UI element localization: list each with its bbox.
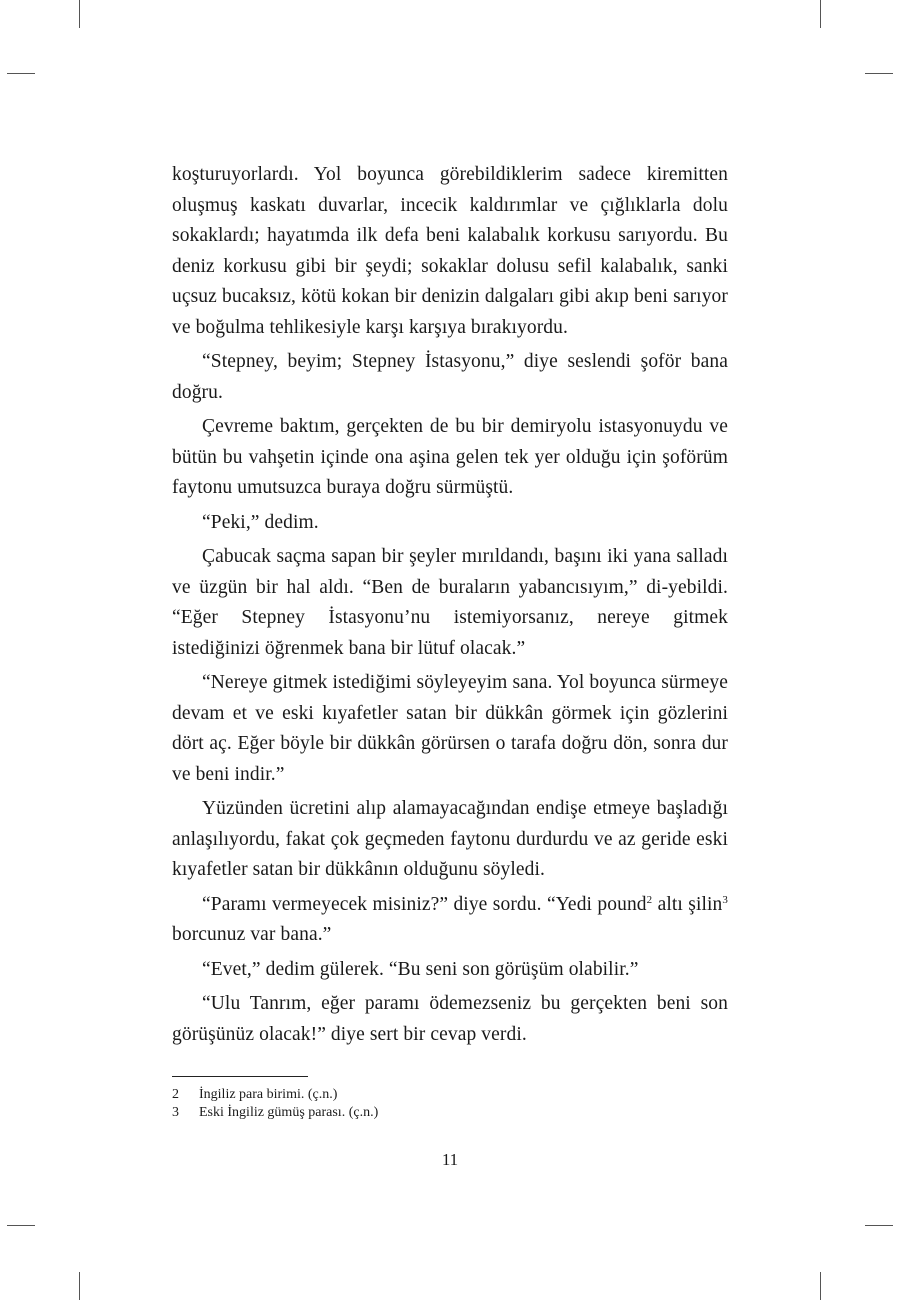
footnote-number: 3 bbox=[172, 1105, 179, 1120]
paragraph: Yüzünden ücretini alıp alamayacağından endişe etmeye başladığı anlaşılıyordu, fakat çok geçmeden faytonu durdurdu ve az geride eski kıyafetler satan bir dükkânın olduğunu söyledi. bbox=[172, 798, 728, 880]
footnotes bbox=[172, 1086, 378, 1122]
crop-mark-right-upper bbox=[865, 73, 893, 74]
footnote bbox=[172, 1104, 378, 1122]
footnote-text: İngiliz para birimi. (ç.n.) bbox=[199, 1087, 338, 1102]
footnote-text: Eski İngiliz gümüş parası. (ç.n.) bbox=[199, 1105, 379, 1120]
paragraph: Çabucak saçma sapan bir şeyler mırıldandı, başını iki yana salladı ve üzgün bir hal aldı. “Ben de buraların yabancısıyım,” di-yebildi. “Eğer Stepney İstasyonu’nu istemiyorsanız, nereye gitmek istediğinizi öğrenmek bana bir lütuf olacak.” bbox=[172, 546, 728, 659]
crop-mark-bottom-left bbox=[79, 1272, 80, 1300]
paragraph-text: altı şilin bbox=[652, 893, 723, 915]
body-text bbox=[172, 160, 728, 1054]
paragraph-text: borcunuz var bana.” bbox=[172, 924, 332, 945]
paragraph: “Ulu Tanrım, eğer paramı ödemezseniz bu gerçekten beni son görüşünüz olacak!” diye sert bir cevap verdi. bbox=[172, 993, 728, 1045]
crop-mark-left-lower bbox=[7, 1225, 35, 1226]
crop-mark-top-left bbox=[79, 0, 80, 28]
paragraph: “Peki,” dedim. bbox=[202, 511, 319, 533]
paragraph: “Stepney, beyim; Stepney İstasyonu,” diye seslendi şoför bana doğru. bbox=[172, 351, 728, 403]
paragraph: koşturuyorlardı. Yol boyunca görebildiklerim sadece kiremitten oluşmuş kaskatı duvarlar, incecik kaldırımlar ve çığlıklarla dolu sokaklardı; hayatımda ilk defa beni kalabalık korkusu sarıyordu. Bu deniz korkusu gibi bir şeydi; sokaklar dolusu sefil kalabalık, sanki uçsuz bucaksız, kötü kokan bir denizin dalgaları gibi akıp beni sarıyor ve boğulma tehlikesiyle karşı karşıya bırakıyordu. bbox=[172, 164, 728, 338]
footnote bbox=[172, 1086, 378, 1104]
footnote-rule bbox=[172, 1076, 308, 1077]
paragraph: Çevreme baktım, gerçekten de bu bir demiryolu istasyonuydu ve bütün bu vahşetin içinde ona aşina gelen tek yer olduğu için şoförüm faytonu umutsuzca buraya doğru sürmüştü. bbox=[172, 416, 728, 498]
crop-mark-top-right bbox=[820, 0, 821, 28]
footnote-ref-2: 2 bbox=[646, 893, 653, 906]
paragraph: “Evet,” dedim gülerek. “Bu seni son görüşüm olabilir.” bbox=[202, 958, 639, 980]
footnote-ref-3: 3 bbox=[722, 893, 728, 906]
paragraph-with-footnote-refs bbox=[172, 890, 728, 951]
paragraph: “Nereye gitmek istediğimi söyleyeyim sana. Yol boyunca sürmeye devam et ve eski kıyafetler satan bir dükkân görmek için gözlerini dört aç. Eğer böyle bir dükkân görürsen o tarafa doğru dön, sonra dur ve beni indir.” bbox=[172, 672, 728, 785]
crop-mark-left-upper bbox=[7, 73, 35, 74]
crop-mark-right-lower bbox=[865, 1225, 893, 1226]
page-number: 11 bbox=[441, 1150, 459, 1169]
footnote-number: 2 bbox=[172, 1087, 179, 1102]
paragraph-text: “Paramı vermeyecek misiniz?” diye sordu. “Yedi pound bbox=[202, 893, 647, 915]
crop-mark-bottom-right bbox=[820, 1272, 821, 1300]
